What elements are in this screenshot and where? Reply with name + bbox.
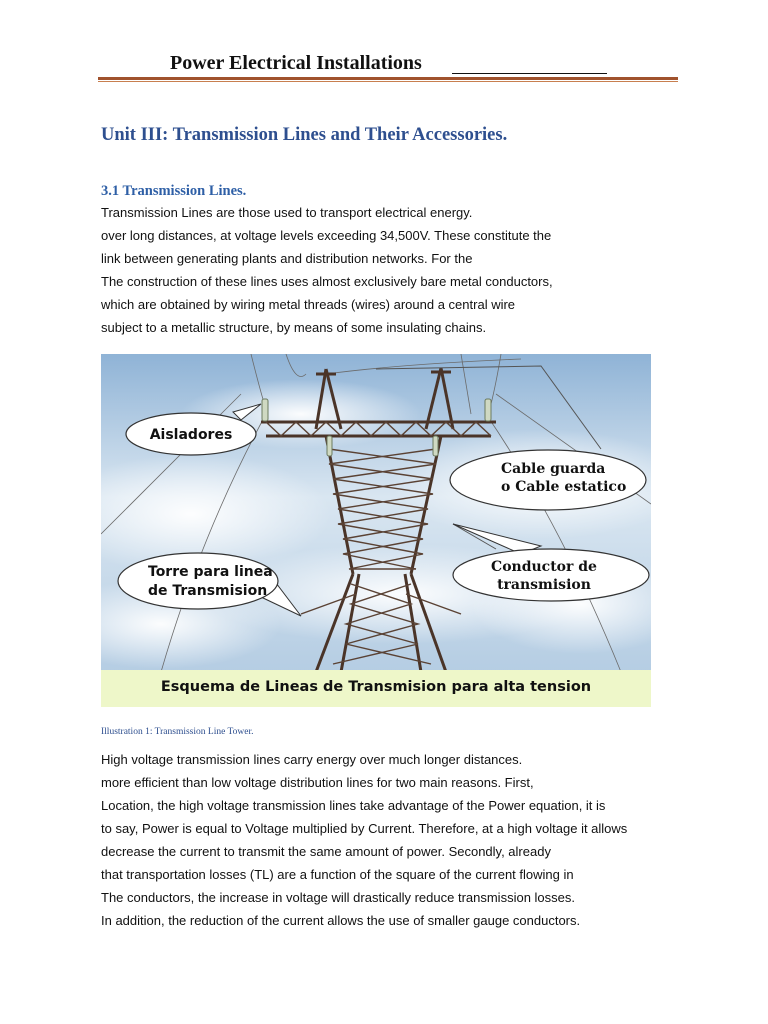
header-rule-thick: [98, 77, 678, 80]
paragraph-line: link between generating plants and distribution networks. For the: [101, 251, 473, 266]
unit-heading: Unit III: Transmission Lines and Their Accessories.: [101, 125, 508, 145]
label-conductor-1: Conductor de: [491, 559, 597, 575]
label-guard-cable-1: Cable guarda: [501, 461, 606, 477]
transmission-tower-illustration: [101, 354, 651, 707]
header-title-underline: [452, 73, 607, 74]
callout-guard-cable: [450, 450, 646, 510]
paragraph-line: over long distances, at voltage levels exceeding 34,500V. These constitute the: [101, 228, 552, 243]
paragraph-line: to say, Power is equal to Voltage multiplied by Current. Therefore, at a high voltage it allows: [101, 821, 628, 836]
paragraph-line: more efficient than low voltage distribution lines for two main reasons. First,: [101, 775, 534, 790]
paragraph-line: that transportation losses (TL) are a function of the square of the current flowing in: [101, 867, 574, 882]
paragraph-line: High voltage transmission lines carry energy over much longer distances.: [101, 752, 523, 767]
document-header-title: Power Electrical Installations: [170, 52, 422, 74]
paragraph-line: Transmission Lines are those used to transport electrical energy.: [101, 205, 473, 220]
transmission-tower-figure: [101, 354, 651, 707]
paragraph-line: The construction of these lines uses almost exclusively bare metal conductors,: [101, 274, 553, 289]
label-tower-2: de Transmision: [148, 583, 268, 599]
paragraph-line: The conductors, the increase in voltage will drastically reduce transmission losses.: [101, 890, 575, 905]
paragraph-2: [101, 748, 627, 932]
paragraph-line: Location, the high voltage transmission lines take advantage of the Power equation, it is: [101, 798, 606, 813]
section-heading: 3.1 Transmission Lines.: [101, 183, 247, 199]
paragraph-line: In addition, the reduction of the current allows the use of smaller gauge conductors.: [101, 913, 581, 928]
paragraph-line: which are obtained by wiring metal threads (wires) around a central wire: [101, 297, 516, 312]
header-rule-thin: [98, 81, 678, 82]
paragraph-line: subject to a metallic structure, by means of some insulating chains.: [101, 320, 487, 335]
paragraph-line: decrease the current to transmit the same amount of power. Secondly, already: [101, 844, 551, 859]
paragraph-1: [101, 201, 553, 339]
label-insulators: Aisladores: [149, 427, 233, 443]
figure-banner-text: Esquema de Lineas de Transmision para alta tension: [160, 679, 592, 695]
figure-caption: Illustration 1: Transmission Line Tower.: [101, 727, 254, 737]
label-conductor-2: transmision: [497, 577, 591, 593]
label-tower-1: Torre para linea: [148, 564, 273, 580]
label-guard-cable-2: o Cable estatico: [501, 479, 627, 495]
